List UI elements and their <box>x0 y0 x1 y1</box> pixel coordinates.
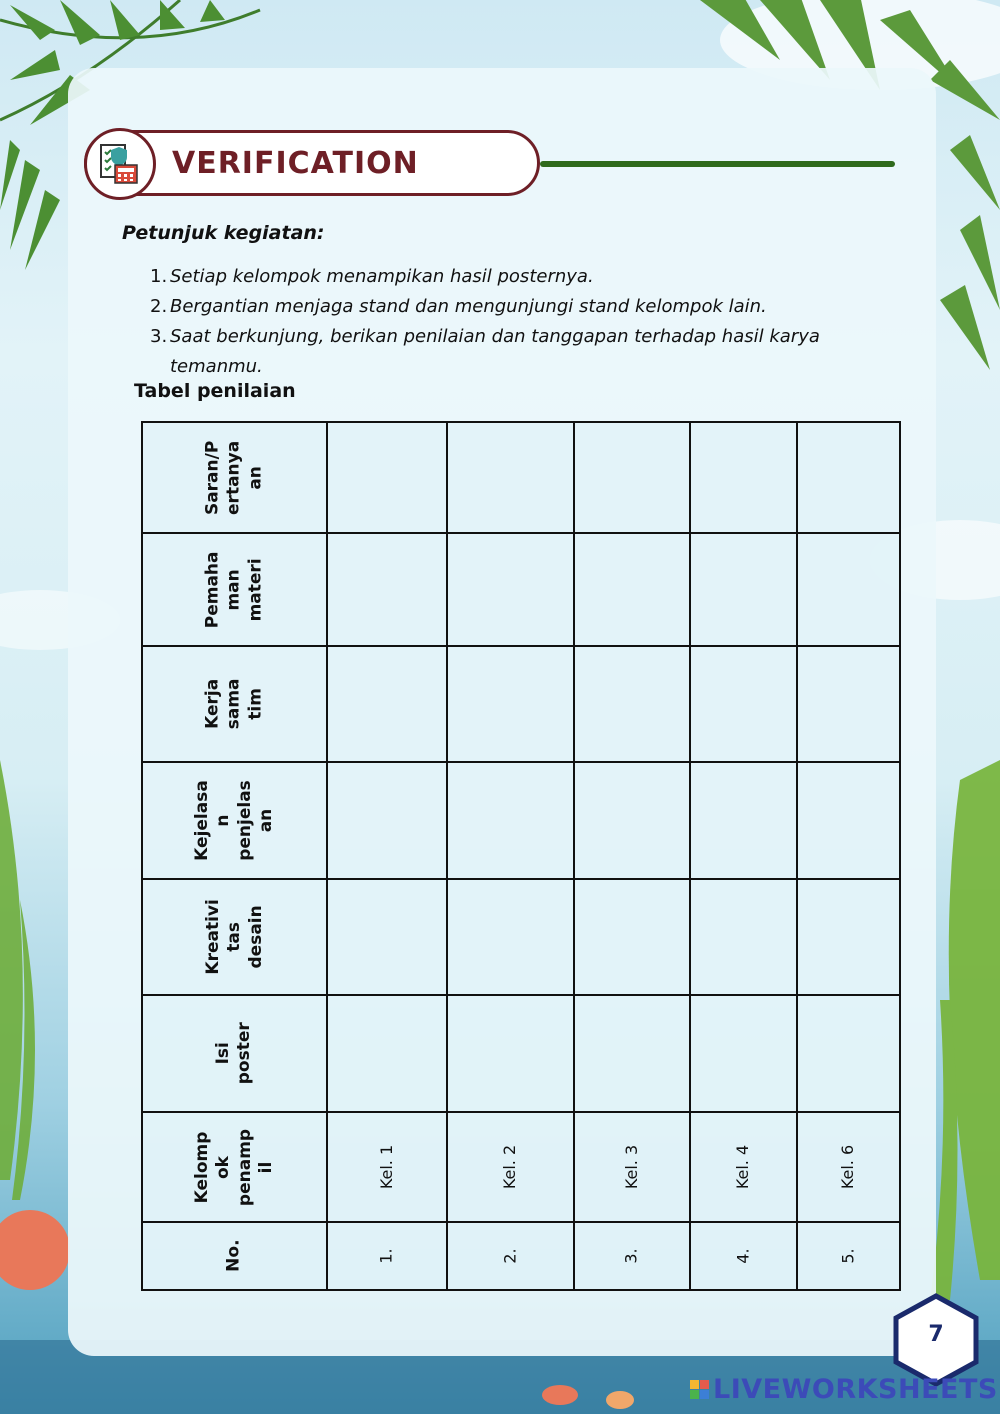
group-cell <box>797 1112 900 1222</box>
row-header-kreativitas: Kreativi tas desain <box>202 899 266 975</box>
row-header-kejelasan: Kejelasa n penjelas an <box>192 780 276 861</box>
input-cell[interactable] <box>797 762 900 879</box>
input-cell[interactable] <box>327 762 447 879</box>
input-cell[interactable] <box>690 646 797 762</box>
watermark-text: LIVEWORKSHEETS <box>713 1374 998 1405</box>
table-title: Tabel penilaian <box>134 380 296 402</box>
assessment-table <box>141 421 901 1291</box>
input-cell[interactable] <box>447 762 574 879</box>
instruction-number: 2. <box>150 296 168 317</box>
instruction-item <box>150 262 870 292</box>
instruction-text: Bergantian menjaga stand dan mengunjungi stand kelompok lain. <box>170 296 767 317</box>
instructions-title: Petunjuk kegiatan: <box>122 222 325 244</box>
header-divider <box>540 161 895 167</box>
input-cell[interactable] <box>574 762 690 879</box>
instruction-list <box>150 262 870 382</box>
row-header-cell <box>142 762 327 879</box>
input-cell[interactable] <box>690 762 797 879</box>
input-cell[interactable] <box>797 995 900 1112</box>
section-title: VERIFICATION <box>172 146 419 181</box>
input-cell[interactable] <box>690 995 797 1112</box>
table-row-kerjasama <box>142 646 900 762</box>
input-cell[interactable] <box>447 879 574 995</box>
number-cell <box>327 1222 447 1290</box>
row-header-cell <box>142 1222 327 1290</box>
liveworksheets-watermark <box>690 1374 998 1405</box>
number-cell <box>574 1222 690 1290</box>
input-cell[interactable] <box>690 533 797 646</box>
group-label: Kel. 6 <box>838 1144 858 1190</box>
group-cell <box>574 1112 690 1222</box>
row-number: 3. <box>621 1248 641 1264</box>
group-label: Kel. 4 <box>733 1144 753 1190</box>
table-row-saran <box>142 422 900 533</box>
group-cell <box>447 1112 574 1222</box>
table-row-no <box>142 1222 900 1290</box>
group-label: Kel. 2 <box>500 1144 520 1190</box>
input-cell[interactable] <box>797 879 900 995</box>
instruction-item <box>150 322 870 382</box>
input-cell[interactable] <box>797 646 900 762</box>
input-cell[interactable] <box>447 646 574 762</box>
row-header-cell <box>142 422 327 533</box>
row-header-isi-poster: Isi poster <box>213 1022 255 1085</box>
input-cell[interactable] <box>327 646 447 762</box>
input-cell[interactable] <box>690 879 797 995</box>
instruction-number: 1. <box>150 266 168 287</box>
row-header-kelompok: Kelomp ok penamp il <box>192 1128 276 1206</box>
table-row-kejelasan <box>142 762 900 879</box>
instruction-number: 3. <box>150 326 168 347</box>
row-number: 2. <box>500 1248 520 1264</box>
input-cell[interactable] <box>574 995 690 1112</box>
row-header-pemahaman: Pemaha man materi <box>202 551 266 628</box>
row-header-no: No. <box>223 1239 244 1273</box>
table-row-kreativitas <box>142 879 900 995</box>
input-cell[interactable] <box>574 646 690 762</box>
input-cell[interactable] <box>327 422 447 533</box>
row-header-cell <box>142 995 327 1112</box>
input-cell[interactable] <box>327 533 447 646</box>
table-row-pemahaman <box>142 533 900 646</box>
input-cell[interactable] <box>797 533 900 646</box>
input-cell[interactable] <box>447 422 574 533</box>
input-cell[interactable] <box>690 422 797 533</box>
number-cell <box>797 1222 900 1290</box>
row-number: 4. <box>733 1248 753 1264</box>
group-label: Kel. 3 <box>622 1144 641 1190</box>
table-row-kelompok <box>142 1112 900 1222</box>
table-row-isi-poster <box>142 995 900 1112</box>
input-cell[interactable] <box>447 995 574 1112</box>
liveworksheets-logo-icon <box>690 1380 709 1399</box>
checklist-calculator-icon <box>84 128 156 200</box>
input-cell[interactable] <box>797 422 900 533</box>
group-label: Kel. 1 <box>377 1144 396 1190</box>
instruction-text: Setiap kelompok menampikan hasil posternya. <box>170 266 594 287</box>
group-cell <box>690 1112 797 1222</box>
row-header-cell <box>142 533 327 646</box>
row-header-saran: Saran/P ertanya an <box>202 440 266 515</box>
instruction-text: Saat berkunjung, berikan penilaian dan tanggapan terhadap hasil karya temanmu. <box>170 326 820 377</box>
row-header-kerjasama: Kerja sama tim <box>202 678 266 730</box>
row-header-cell <box>142 879 327 995</box>
number-cell <box>690 1222 797 1290</box>
page-number: 7 <box>928 1322 944 1347</box>
input-cell[interactable] <box>447 533 574 646</box>
input-cell[interactable] <box>574 879 690 995</box>
row-header-cell <box>142 1112 327 1222</box>
row-number: 5. <box>838 1248 858 1264</box>
row-number: 1. <box>376 1248 396 1264</box>
number-cell <box>447 1222 574 1290</box>
input-cell[interactable] <box>327 879 447 995</box>
input-cell[interactable] <box>327 995 447 1112</box>
instruction-item <box>150 292 870 322</box>
group-cell <box>327 1112 447 1222</box>
input-cell[interactable] <box>574 533 690 646</box>
row-header-cell <box>142 646 327 762</box>
input-cell[interactable] <box>574 422 690 533</box>
